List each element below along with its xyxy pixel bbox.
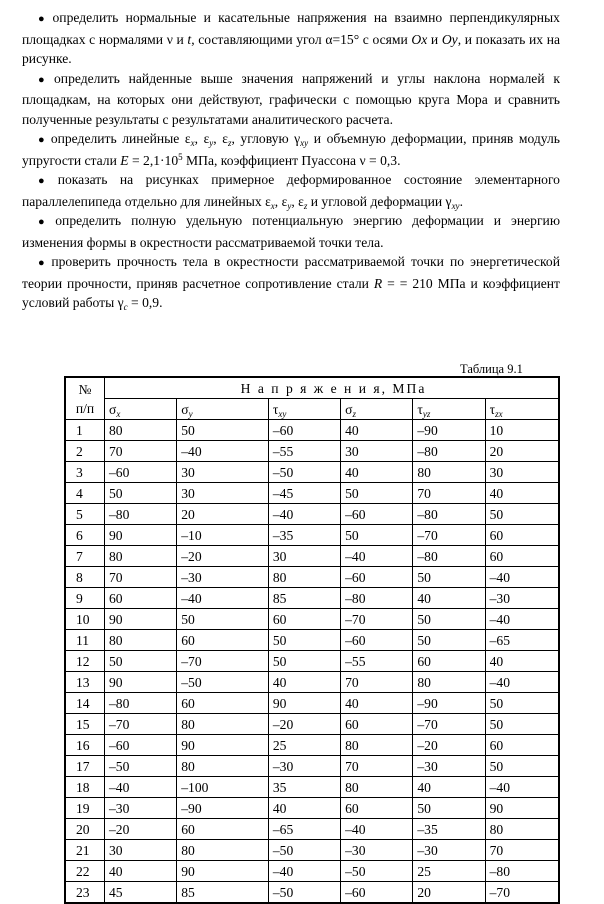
table-cell: 40 bbox=[413, 777, 485, 798]
table-cell: –35 bbox=[413, 819, 485, 840]
table-cell: –40 bbox=[341, 819, 413, 840]
table-row bbox=[65, 756, 559, 777]
table-row bbox=[65, 840, 559, 861]
column-subscript: yz bbox=[422, 408, 431, 419]
row-number: 15 bbox=[65, 714, 105, 735]
column-symbol: σ bbox=[109, 401, 117, 417]
table-cell: 50 bbox=[413, 630, 485, 651]
table-cell: 50 bbox=[177, 420, 269, 441]
bullet-item-2 bbox=[22, 69, 560, 130]
table-cell: –80 bbox=[413, 504, 485, 525]
text-run: z bbox=[227, 138, 232, 148]
text-run: показать на рисунках примерное деформированное состояние элементарного параллелепипеда отдельно для линейных ε bbox=[22, 172, 560, 209]
text-run: c bbox=[123, 302, 128, 312]
table-cell: 40 bbox=[413, 588, 485, 609]
bullet-item-3 bbox=[22, 129, 560, 170]
table-cell: 40 bbox=[485, 483, 559, 504]
table-cell: –40 bbox=[268, 504, 340, 525]
table-cell: –50 bbox=[341, 861, 413, 882]
table-cell: –40 bbox=[177, 588, 269, 609]
table-row bbox=[65, 798, 559, 819]
text-run: определить линейные ε bbox=[50, 131, 191, 146]
row-number: 16 bbox=[65, 735, 105, 756]
column-header bbox=[485, 399, 559, 420]
column-subscript: xy bbox=[278, 408, 287, 419]
text-run: xy bbox=[300, 138, 309, 148]
bullet-icon: ● bbox=[38, 13, 49, 25]
table-cell: –40 bbox=[485, 777, 559, 798]
header-number bbox=[65, 377, 105, 420]
table-row bbox=[65, 420, 559, 441]
table-cell: –40 bbox=[341, 546, 413, 567]
table-cell: –30 bbox=[341, 840, 413, 861]
table-cell: 40 bbox=[341, 693, 413, 714]
row-number: 8 bbox=[65, 567, 105, 588]
text-run: , ε bbox=[291, 193, 304, 209]
table-cell: –10 bbox=[177, 525, 269, 546]
table-cell: –40 bbox=[485, 567, 559, 588]
table-cell: –80 bbox=[485, 861, 559, 882]
table-cell: 20 bbox=[485, 441, 559, 462]
table-cell: –70 bbox=[485, 882, 559, 904]
table-cell: –50 bbox=[177, 672, 269, 693]
text-run: z bbox=[303, 200, 308, 211]
table-row bbox=[65, 567, 559, 588]
table-row bbox=[65, 546, 559, 567]
column-subscript: zx bbox=[495, 408, 503, 419]
text-run: , ε bbox=[274, 193, 288, 209]
table-cell: –20 bbox=[268, 714, 340, 735]
table-cell: 50 bbox=[268, 651, 340, 672]
header-stresses: Н а п р я ж е н и я, МПа bbox=[105, 377, 560, 399]
table-cell: 30 bbox=[268, 546, 340, 567]
table-cell: 70 bbox=[485, 840, 559, 861]
table-cell: 40 bbox=[105, 861, 177, 882]
table-cell: 40 bbox=[341, 462, 413, 483]
table-cell: –60 bbox=[341, 882, 413, 904]
row-number: 21 bbox=[65, 840, 105, 861]
row-number: 12 bbox=[65, 651, 105, 672]
text-run: R bbox=[373, 275, 383, 291]
text-run: x bbox=[190, 138, 195, 148]
stress-table bbox=[64, 376, 560, 904]
table-cell: 60 bbox=[485, 546, 559, 567]
table-cell: 60 bbox=[177, 630, 269, 651]
table-cell: 40 bbox=[268, 672, 340, 693]
table-cell: –70 bbox=[177, 651, 269, 672]
table-row bbox=[65, 735, 559, 756]
table-cell: –30 bbox=[413, 756, 485, 777]
row-number: 1 bbox=[65, 420, 105, 441]
bullet-icon: ● bbox=[38, 257, 48, 269]
row-number: 18 bbox=[65, 777, 105, 798]
table-cell: 50 bbox=[177, 609, 269, 630]
row-number: 22 bbox=[65, 861, 105, 882]
table-cell: –60 bbox=[268, 420, 340, 441]
table-cell: –20 bbox=[413, 735, 485, 756]
table-cell: –65 bbox=[485, 630, 559, 651]
table-cell: 50 bbox=[413, 567, 485, 588]
table-cell: 60 bbox=[413, 651, 485, 672]
column-header bbox=[413, 399, 485, 420]
table-cell: 80 bbox=[105, 630, 177, 651]
row-number: 17 bbox=[65, 756, 105, 777]
text-run: МПа, коэффициент Пуассона ν = 0,3. bbox=[182, 152, 401, 168]
table-cell: 80 bbox=[105, 546, 177, 567]
header-number-line: № bbox=[78, 381, 92, 397]
column-subscript: y bbox=[188, 408, 193, 419]
text-run: , ε bbox=[194, 131, 210, 146]
column-subscript: x bbox=[116, 408, 121, 419]
table-cell: 30 bbox=[105, 840, 177, 861]
text-run: определить найденные выше значения напряжений и углы наклона нормалей к площадкам, на которых они действуют, графически с помощью круга Мора и сравнить полученные результаты с результатами аналитического расчета. bbox=[22, 70, 560, 127]
text-run: , угловую γ bbox=[231, 131, 301, 146]
text-run: определить нормальные и касательные напряжения на взаимно перпендикулярных площадках с нормалями ν и bbox=[22, 10, 560, 47]
table-cell: 30 bbox=[485, 462, 559, 483]
table-cell: 70 bbox=[105, 567, 177, 588]
table-cell: –50 bbox=[268, 882, 340, 904]
row-number: 14 bbox=[65, 693, 105, 714]
table-row bbox=[65, 483, 559, 504]
table-cell: –90 bbox=[177, 798, 269, 819]
table-cell: 30 bbox=[341, 441, 413, 462]
task-text bbox=[22, 8, 560, 313]
table-cell: 70 bbox=[105, 441, 177, 462]
column-symbol: τ bbox=[417, 401, 423, 417]
table-cell: 60 bbox=[341, 714, 413, 735]
table-cell: 50 bbox=[485, 714, 559, 735]
table-cell: 85 bbox=[268, 588, 340, 609]
table-cell: 60 bbox=[341, 798, 413, 819]
table-cell: 50 bbox=[485, 693, 559, 714]
table-row bbox=[65, 441, 559, 462]
column-symbol: σ bbox=[181, 401, 189, 417]
table-cell: –90 bbox=[413, 420, 485, 441]
table-cell: 80 bbox=[177, 714, 269, 735]
bullet-item-6 bbox=[22, 252, 560, 313]
table-cell: 25 bbox=[413, 861, 485, 882]
table-cell: 50 bbox=[341, 525, 413, 546]
table-cell: –55 bbox=[268, 441, 340, 462]
row-number: 4 bbox=[65, 483, 105, 504]
table-cell: –80 bbox=[341, 588, 413, 609]
table-caption: Таблица 9.1 bbox=[460, 362, 523, 376]
table-cell: –65 bbox=[268, 819, 340, 840]
table-cell: 80 bbox=[341, 735, 413, 756]
row-number: 13 bbox=[65, 672, 105, 693]
table-cell: 10 bbox=[485, 420, 559, 441]
bullet-icon: ● bbox=[38, 73, 50, 86]
text-run: = 2,1·10 bbox=[128, 152, 179, 168]
column-header bbox=[105, 399, 177, 420]
text-run: x bbox=[270, 200, 275, 211]
table-cell: 20 bbox=[177, 504, 269, 525]
table-cell: –35 bbox=[268, 525, 340, 546]
text-run: y bbox=[287, 200, 292, 211]
table-row bbox=[65, 630, 559, 651]
text-run: проверить прочность тела в окрестности рассматриваемой точки по энергетической теории прочности, приняв расчетное сопротивление стали bbox=[22, 254, 560, 291]
text-run: t bbox=[187, 31, 192, 47]
table-cell: –60 bbox=[341, 567, 413, 588]
table-cell: 60 bbox=[177, 819, 269, 840]
table-row bbox=[65, 462, 559, 483]
table-cell: –80 bbox=[105, 693, 177, 714]
header-number-line: п/п bbox=[75, 400, 95, 416]
table-cell: 90 bbox=[105, 672, 177, 693]
table-cell: –70 bbox=[105, 714, 177, 735]
text-run: и угловой деформации γ bbox=[307, 193, 452, 209]
table-cell: 50 bbox=[485, 504, 559, 525]
row-number: 7 bbox=[65, 546, 105, 567]
table-cell: 70 bbox=[413, 483, 485, 504]
table-cell: 50 bbox=[268, 630, 340, 651]
table-row bbox=[65, 777, 559, 798]
bullet-item-4 bbox=[22, 170, 560, 211]
table-cell: 60 bbox=[485, 525, 559, 546]
table-cell: –20 bbox=[177, 546, 269, 567]
table-row bbox=[65, 651, 559, 672]
bullet-icon: ● bbox=[38, 175, 54, 187]
table-cell: 40 bbox=[485, 651, 559, 672]
table-cell: 60 bbox=[177, 693, 269, 714]
text-run: = = 210 МПа и коэффициент условий работы γ bbox=[22, 275, 560, 310]
text-run: = 0,9. bbox=[127, 295, 163, 310]
table-cell: 90 bbox=[177, 861, 269, 882]
text-run: . bbox=[459, 193, 463, 209]
table-cell: 80 bbox=[341, 777, 413, 798]
table-cell: –30 bbox=[105, 798, 177, 819]
table-cell: –40 bbox=[105, 777, 177, 798]
table-cell: –60 bbox=[105, 735, 177, 756]
table-cell: –60 bbox=[341, 630, 413, 651]
table-row bbox=[65, 504, 559, 525]
column-symbol: τ bbox=[489, 401, 496, 417]
table-cell: –60 bbox=[341, 504, 413, 525]
bullet-item-5 bbox=[22, 211, 560, 252]
table-cell: –40 bbox=[268, 861, 340, 882]
table-cell: –90 bbox=[413, 693, 485, 714]
text-run: определить полную удельную потенциальную энергию деформации и энергию изменения формы в окрестности рассматриваемой точки тела. bbox=[22, 213, 560, 250]
row-number: 5 bbox=[65, 504, 105, 525]
table-cell: 30 bbox=[177, 462, 269, 483]
table-row bbox=[65, 525, 559, 546]
table-cell: 90 bbox=[105, 609, 177, 630]
table-cell: 50 bbox=[413, 798, 485, 819]
table-cell: –80 bbox=[413, 546, 485, 567]
row-number: 3 bbox=[65, 462, 105, 483]
table-row bbox=[65, 588, 559, 609]
table-cell: 90 bbox=[105, 525, 177, 546]
table-cell: –30 bbox=[413, 840, 485, 861]
table-cell: –30 bbox=[485, 588, 559, 609]
table-cell: –80 bbox=[413, 441, 485, 462]
text-run: и объемную деформации, приняв модуль упругости стали bbox=[22, 131, 560, 168]
column-symbol: τ bbox=[272, 401, 279, 417]
table-cell: –30 bbox=[177, 567, 269, 588]
column-header bbox=[268, 399, 340, 420]
row-number: 11 bbox=[65, 630, 105, 651]
table-row bbox=[65, 672, 559, 693]
table-cell: 35 bbox=[268, 777, 340, 798]
table-cell: 90 bbox=[268, 693, 340, 714]
bullet-icon: ● bbox=[38, 134, 47, 146]
table-cell: –40 bbox=[177, 441, 269, 462]
text-run: y bbox=[209, 138, 214, 148]
table-cell: –40 bbox=[485, 672, 559, 693]
table-cell: –50 bbox=[105, 756, 177, 777]
table-cell: –30 bbox=[268, 756, 340, 777]
table-cell: 50 bbox=[105, 483, 177, 504]
text-run: и bbox=[427, 31, 442, 47]
row-number: 9 bbox=[65, 588, 105, 609]
table-cell: –20 bbox=[105, 819, 177, 840]
table-cell: –50 bbox=[268, 462, 340, 483]
table-cell: 70 bbox=[341, 756, 413, 777]
table-row bbox=[65, 882, 559, 904]
table-cell: 40 bbox=[341, 420, 413, 441]
text-run: xy bbox=[451, 200, 460, 211]
table-cell: 25 bbox=[268, 735, 340, 756]
bullet-icon: ● bbox=[38, 216, 52, 228]
table-cell: 80 bbox=[268, 567, 340, 588]
table-cell: 60 bbox=[268, 609, 340, 630]
text-run: , ε bbox=[213, 131, 228, 146]
table-cell: 50 bbox=[413, 609, 485, 630]
column-header bbox=[341, 399, 413, 420]
column-symbol: σ bbox=[345, 401, 353, 417]
table-cell: –45 bbox=[268, 483, 340, 504]
table-cell: 80 bbox=[413, 672, 485, 693]
table-cell: –80 bbox=[105, 504, 177, 525]
row-number: 19 bbox=[65, 798, 105, 819]
table-cell: 80 bbox=[105, 420, 177, 441]
table-cell: 50 bbox=[485, 756, 559, 777]
row-number: 2 bbox=[65, 441, 105, 462]
table-cell: –70 bbox=[413, 714, 485, 735]
bullet-item-1 bbox=[22, 8, 560, 69]
table-cell: 80 bbox=[413, 462, 485, 483]
table-cell: 90 bbox=[177, 735, 269, 756]
table-cell: 50 bbox=[105, 651, 177, 672]
column-subscript: z bbox=[352, 408, 356, 419]
text-run: Ox bbox=[411, 31, 428, 47]
table-cell: 80 bbox=[485, 819, 559, 840]
table-row bbox=[65, 819, 559, 840]
row-number: 10 bbox=[65, 609, 105, 630]
text-run: Oy bbox=[441, 31, 458, 47]
table-row bbox=[65, 609, 559, 630]
row-number: 20 bbox=[65, 819, 105, 840]
text-run: E bbox=[120, 152, 129, 168]
table-cell: 60 bbox=[105, 588, 177, 609]
table-cell: 30 bbox=[177, 483, 269, 504]
table-cell: –40 bbox=[485, 609, 559, 630]
text-run: , и показать их на рисунке. bbox=[22, 31, 560, 66]
table-cell: 45 bbox=[105, 882, 177, 904]
text-run: 5 bbox=[178, 151, 183, 162]
table-row bbox=[65, 693, 559, 714]
table-row bbox=[65, 861, 559, 882]
table-cell: 80 bbox=[177, 756, 269, 777]
table-cell: –60 bbox=[105, 462, 177, 483]
text-run: , составляющими угол α=15° с осями bbox=[191, 31, 412, 47]
table-cell: 60 bbox=[485, 735, 559, 756]
table-cell: –70 bbox=[341, 609, 413, 630]
column-header bbox=[177, 399, 269, 420]
row-number: 6 bbox=[65, 525, 105, 546]
table-cell: –55 bbox=[341, 651, 413, 672]
table-cell: 85 bbox=[177, 882, 269, 904]
table-cell: 20 bbox=[413, 882, 485, 904]
table-cell: 90 bbox=[485, 798, 559, 819]
table-cell: –100 bbox=[177, 777, 269, 798]
table-cell: 40 bbox=[268, 798, 340, 819]
table-cell: 50 bbox=[341, 483, 413, 504]
table-cell: –70 bbox=[413, 525, 485, 546]
row-number: 23 bbox=[65, 882, 105, 904]
table-cell: 70 bbox=[341, 672, 413, 693]
table-cell: –50 bbox=[268, 840, 340, 861]
table-row bbox=[65, 714, 559, 735]
table-cell: 80 bbox=[177, 840, 269, 861]
